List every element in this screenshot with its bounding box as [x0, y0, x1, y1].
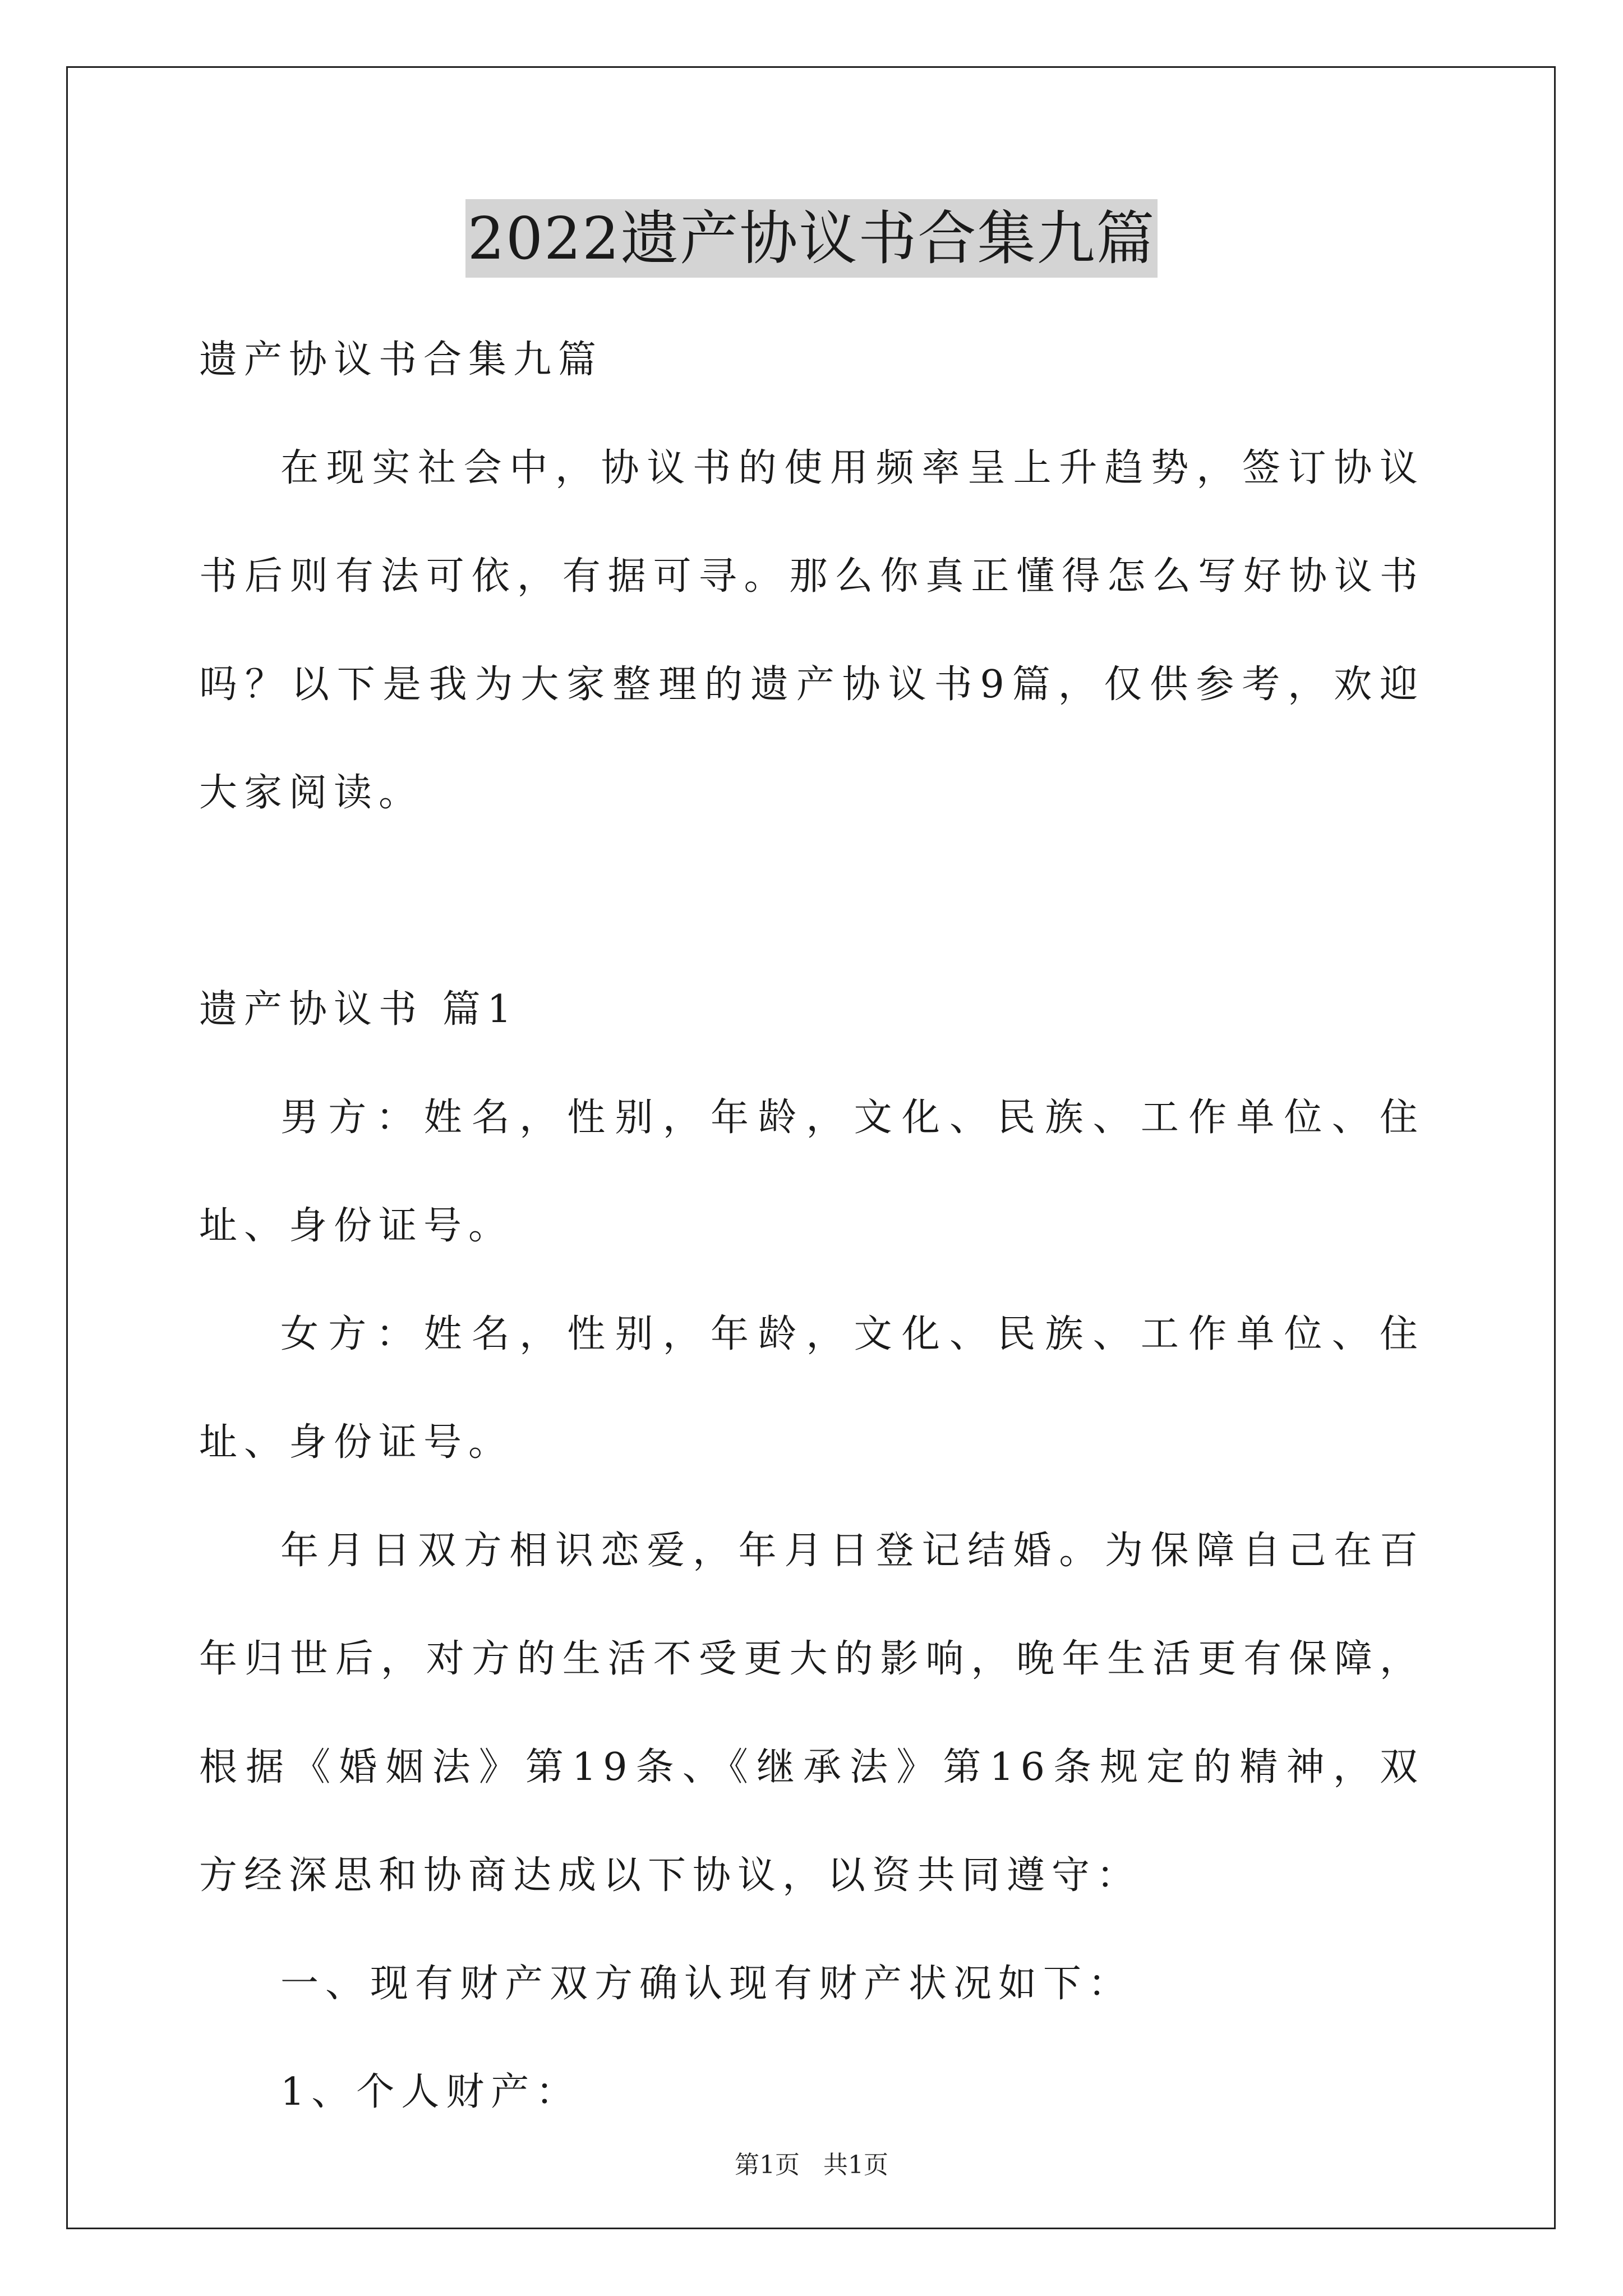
page-footer: 第1页 共1页: [735, 2151, 888, 2179]
section-heading: 遗产协议书 篇1: [199, 987, 518, 1032]
document-title: 2022遗产协议书合集九篇: [465, 199, 1158, 278]
document-subtitle: 遗产协议书合集九篇: [199, 338, 603, 382]
paragraph-existing-property: 一、现有财产双方确认现有财产状况如下：: [280, 1962, 1133, 2006]
paragraph-male-party: 男方：姓名，性别，年龄，文化、民族、工作单位、住址、身份证号。: [199, 1096, 1424, 1248]
paragraph-agreement-basis: 年月日双方相识恋爱，年月日登记结婚。为保障自己在百年归世后，对方的生活不受更大的影响，晚年生活更有保障，根据《婚姻法》第19条、《继承法》第16条规定的精神，双方经深思和协商达成以下协议，以资共同遵守：: [199, 1529, 1424, 1898]
title-wrap: [0, 199, 1623, 278]
intro-paragraph: 在现实社会中，协议书的使用频率呈上升趋势，签订协议书后则有法可依，有据可寻。那么你真正懂得怎么写好协议书吗？以下是我为大家整理的遗产协议书9篇，仅供参考，欢迎大家阅读。: [199, 446, 1424, 815]
document-body: [199, 306, 1424, 2146]
paragraph-personal-property: 1、个人财产：: [280, 2070, 581, 2114]
paragraph-female-party: 女方：姓名，性别，年龄，文化、民族、工作单位、住址、身份证号。: [199, 1312, 1424, 1465]
